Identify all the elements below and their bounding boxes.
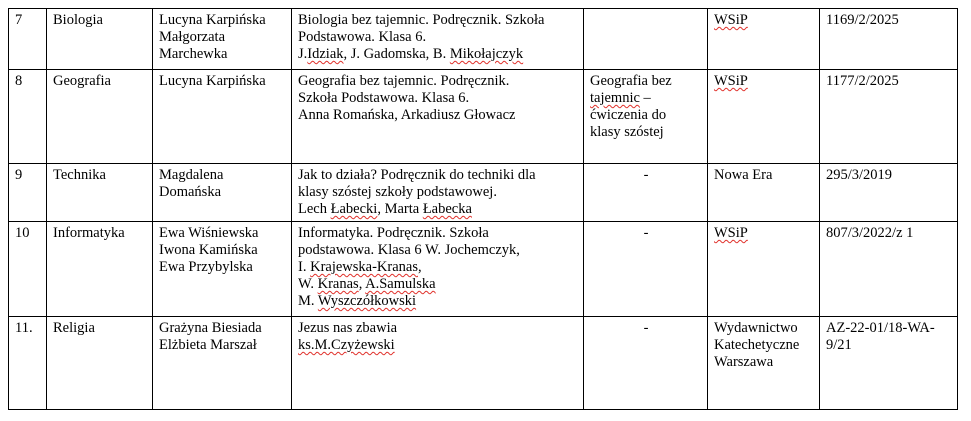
cell-number: 10 <box>9 222 47 317</box>
cell-line: Anna Romańska, Arkadiusz Głowacz <box>298 107 516 123</box>
cell-line: Magdalena <box>159 167 224 183</box>
cell-program-authors <box>153 164 292 222</box>
cell-line: Biologia bez tajemnic. Podręcznik. Szkoła <box>298 12 545 28</box>
cell-approval-number <box>820 9 958 70</box>
cell-line: Ewa Przybylska <box>159 259 253 275</box>
cell-number: 7 <box>9 9 47 70</box>
cell-publisher <box>708 164 820 222</box>
cell-line: - <box>643 225 649 241</box>
cell-exercise-book <box>584 317 708 410</box>
cell-exercise-book <box>584 70 708 164</box>
cell-line: Grażyna Biesiada <box>159 320 262 336</box>
cell-line: Elżbieta Marszał <box>159 337 257 353</box>
table-row <box>9 317 958 410</box>
cell-line: WSiP <box>714 73 748 89</box>
cell-line: klasy szóstej szkoły podstawowej. <box>298 184 497 200</box>
cell-line: W. Kranas, A.Samulska <box>298 276 436 292</box>
cell-line: Podstawowa. Klasa 6. <box>298 29 427 45</box>
cell-line: Ewa Wiśniewska <box>159 225 259 241</box>
cell-program-authors <box>153 70 292 164</box>
cell-line: Warszawa <box>714 354 774 370</box>
table-body <box>9 9 958 410</box>
cell-approval-number <box>820 70 958 164</box>
cell-line: Wydawnictwo <box>714 320 798 336</box>
cell-line: Lucyna Karpińska <box>159 12 266 28</box>
cell-line: 1177/2/2025 <box>826 73 899 89</box>
cell-line: - <box>643 167 649 183</box>
textbook-table <box>8 8 958 410</box>
cell-line: Informatyka. Podręcznik. Szkoła <box>298 225 489 241</box>
cell-subject: Informatyka <box>47 222 153 317</box>
cell-line: ks.M.Czyżewski <box>298 337 395 353</box>
cell-line: WSiP <box>714 12 748 28</box>
cell-line: AZ-22-01/18-WA- <box>826 320 935 336</box>
cell-line: WSiP <box>714 225 748 241</box>
cell-line: tajemnic – <box>590 90 651 106</box>
cell-line: klasy szóstej <box>590 124 664 140</box>
cell-program-authors <box>153 222 292 317</box>
cell-line: J.Idziak, J. Gadomska, B. Mikołajczyk <box>298 46 524 62</box>
cell-approval-number <box>820 164 958 222</box>
cell-line: Iwona Kamińska <box>159 242 258 258</box>
cell-program-authors <box>153 317 292 410</box>
cell-line: Jezus nas zbawia <box>298 320 398 336</box>
cell-publisher <box>708 70 820 164</box>
cell-line: Jak to działa? Podręcznik do techniki dla <box>298 167 536 183</box>
cell-subject: Biologia <box>47 9 153 70</box>
cell-subject: Technika <box>47 164 153 222</box>
cell-line: 807/3/2022/z 1 <box>826 225 914 241</box>
cell-line: podstawowa. Klasa 6 W. Jochemczyk, <box>298 242 520 258</box>
cell-textbook-title <box>292 70 584 164</box>
cell-subject: Religia <box>47 317 153 410</box>
cell-line: M. Wyszczółkowski <box>298 293 417 309</box>
table-row <box>9 70 958 164</box>
cell-textbook-title <box>292 317 584 410</box>
cell-line: 9/21 <box>826 337 852 353</box>
table-row <box>9 164 958 222</box>
cell-exercise-book <box>584 164 708 222</box>
cell-line: 1169/2/2025 <box>826 12 899 28</box>
cell-textbook-title <box>292 9 584 70</box>
cell-number: 9 <box>9 164 47 222</box>
cell-program-authors <box>153 9 292 70</box>
cell-line: Małgorzata <box>159 29 226 45</box>
cell-line: I. Krajewska-Kranas, <box>298 259 422 275</box>
cell-number: 8 <box>9 70 47 164</box>
cell-line: Domańska <box>159 184 222 200</box>
table-row <box>9 222 958 317</box>
cell-subject: Geografia <box>47 70 153 164</box>
cell-line: Nowa Era <box>714 167 773 183</box>
cell-approval-number <box>820 222 958 317</box>
cell-line: Marchewka <box>159 46 228 62</box>
cell-line: Katechetyczne <box>714 337 800 353</box>
cell-line: Geografia bez tajemnic. Podręcznik. <box>298 73 510 89</box>
table-row <box>9 9 958 70</box>
cell-publisher <box>708 9 820 70</box>
cell-number: 11. <box>9 317 47 410</box>
cell-textbook-title <box>292 222 584 317</box>
cell-line: - <box>643 320 649 336</box>
cell-approval-number <box>820 317 958 410</box>
cell-publisher <box>708 222 820 317</box>
cell-line: Lucyna Karpińska <box>159 73 266 89</box>
cell-line: Szkoła Podstawowa. Klasa 6. <box>298 90 470 106</box>
cell-line: Geografia bez <box>590 73 672 89</box>
cell-exercise-book <box>584 9 708 70</box>
cell-exercise-book <box>584 222 708 317</box>
cell-publisher <box>708 317 820 410</box>
cell-line: Lech Łabecki, Marta Łabecka <box>298 201 472 217</box>
cell-line: 295/3/2019 <box>826 167 893 183</box>
cell-line: ćwiczenia do <box>590 107 667 123</box>
cell-textbook-title <box>292 164 584 222</box>
